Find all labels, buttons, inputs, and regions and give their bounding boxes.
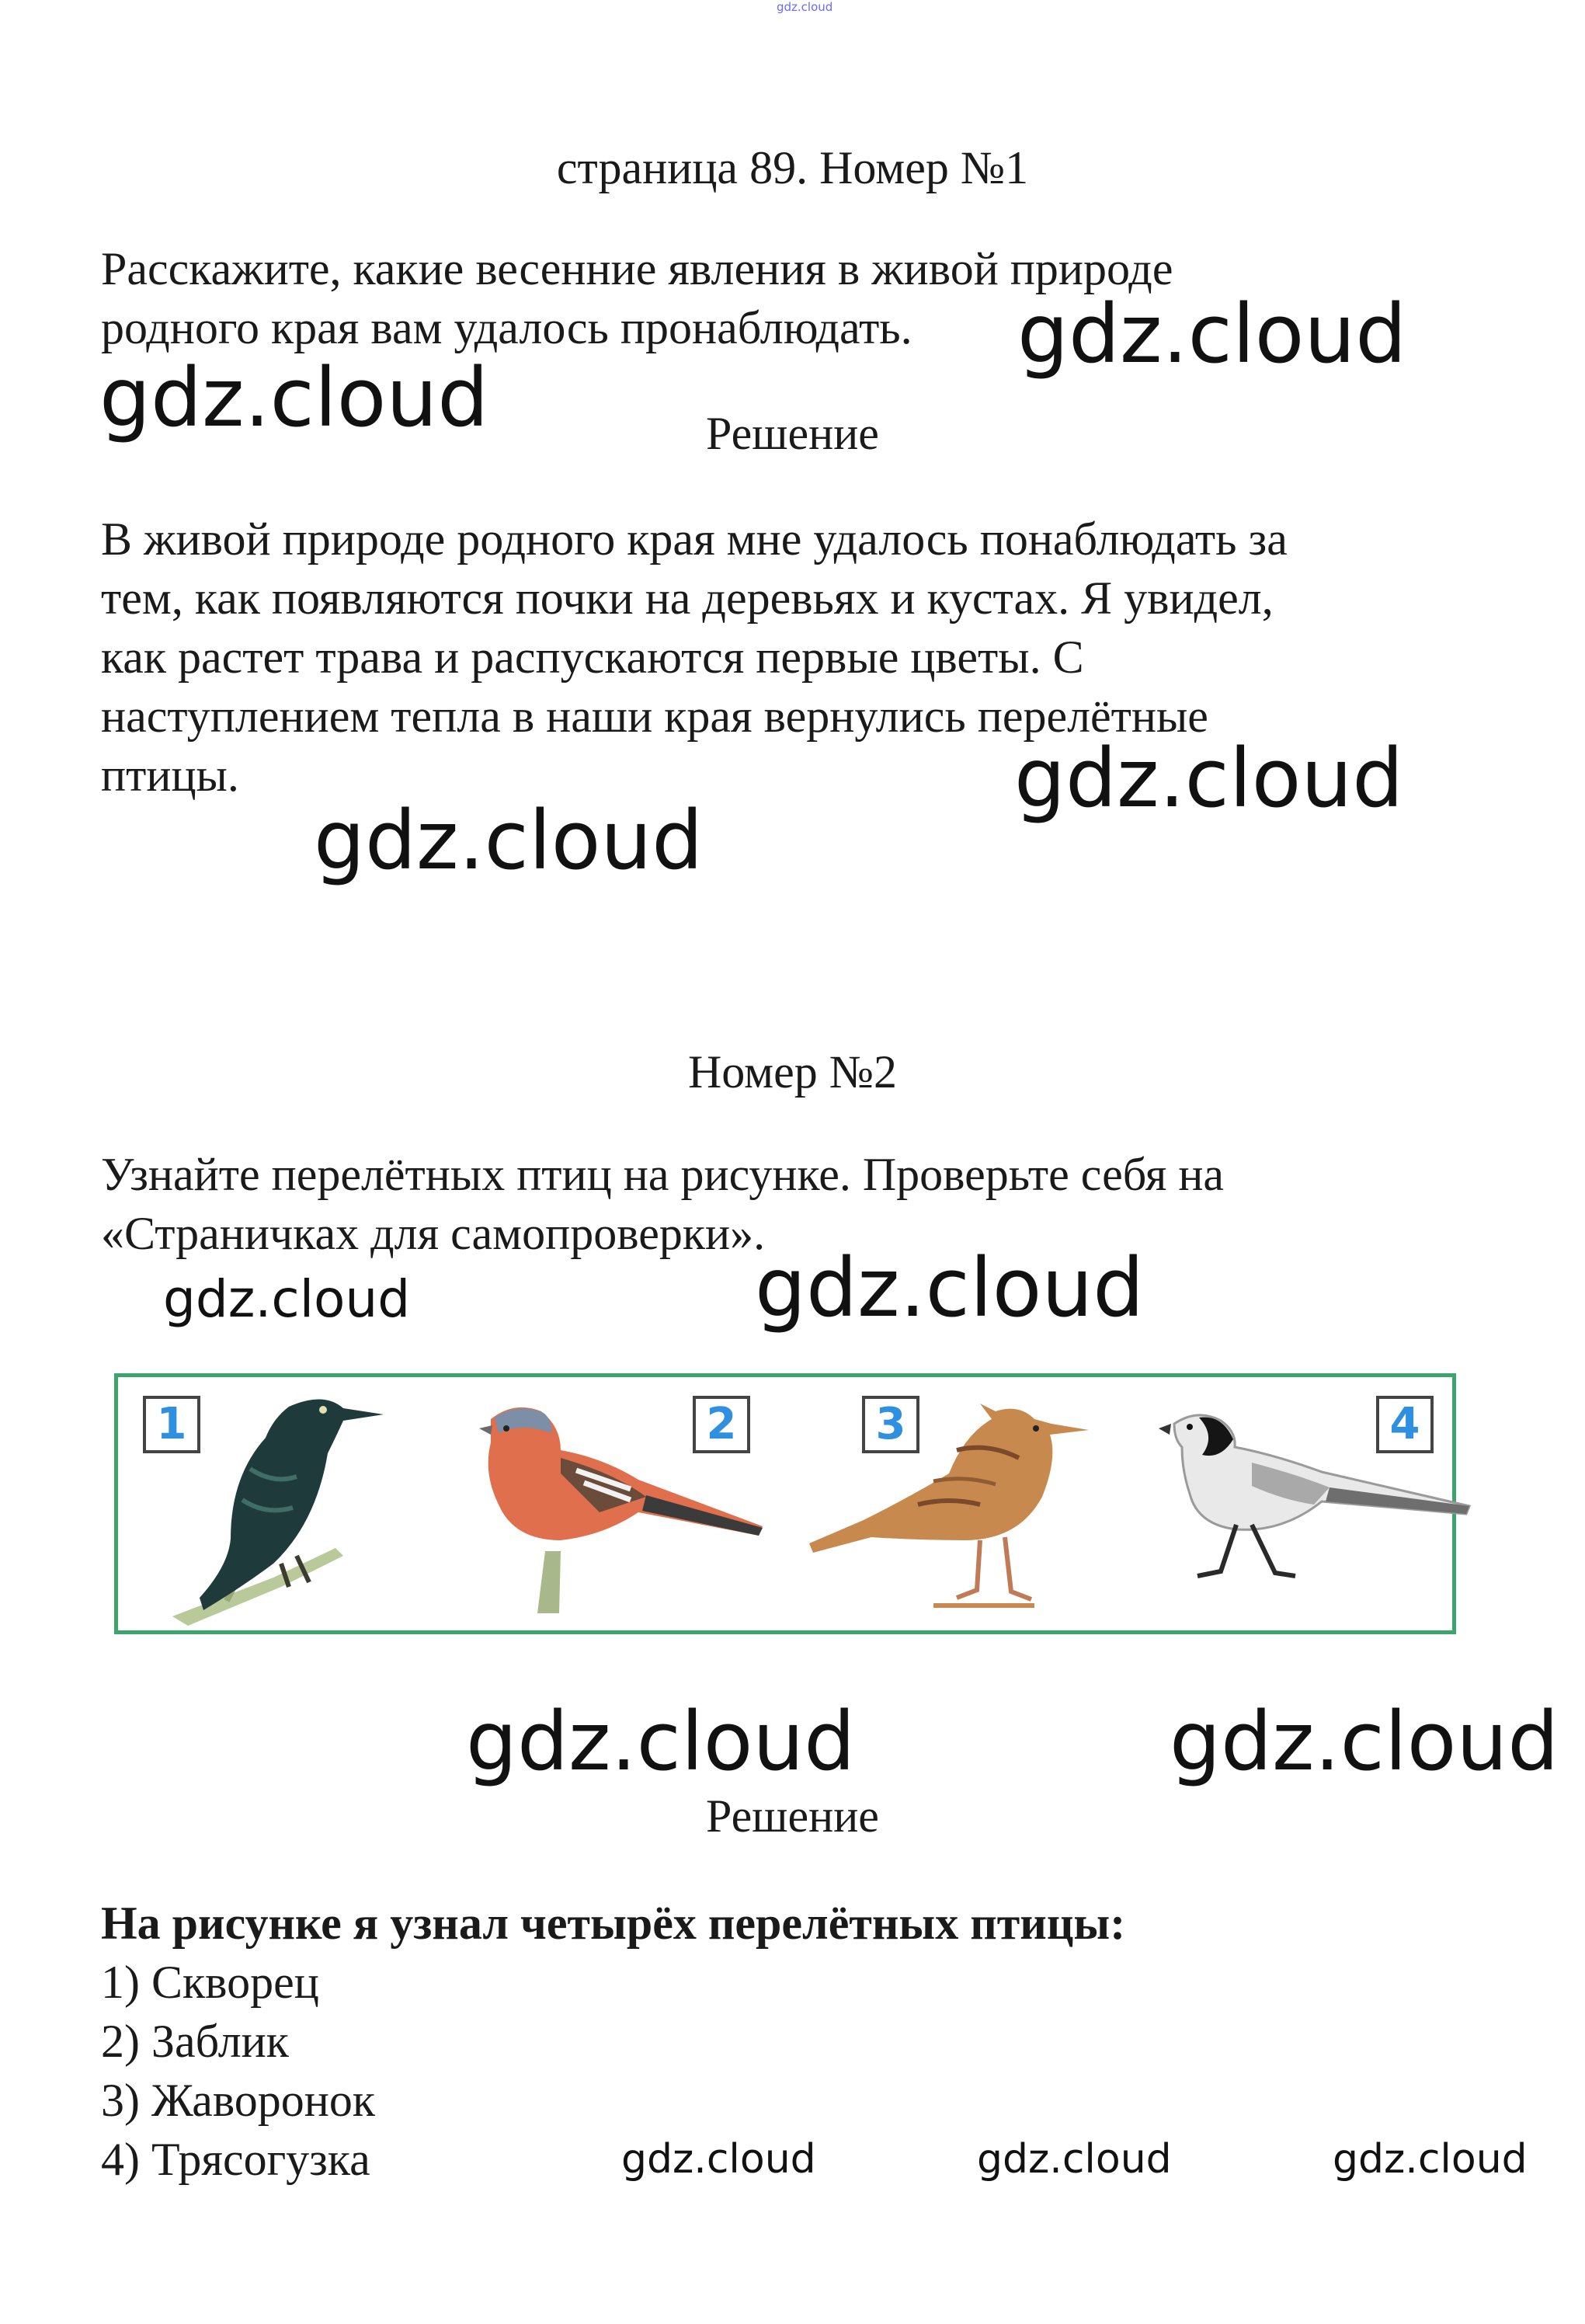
task2-question-line-1: Узнайте перелётных птиц на рисунке. Проверьте себя на: [101, 1149, 1225, 1200]
bird-label-4: 4: [1376, 1396, 1434, 1453]
task2-answer-intro: На рисунке я узнал четырёх перелётных птицы:: [101, 1898, 1126, 1949]
watermark: gdz.cloud: [466, 1694, 856, 1789]
watermark: gdz.cloud: [1333, 2136, 1528, 2183]
top-watermark: gdz.cloud: [777, 0, 833, 14]
task1-solution-label: Решение: [706, 408, 879, 459]
task1-answer-line-2: тем, как появляются почки на деревьях и кустах. Я увидел,: [101, 572, 1274, 624]
birds-figure: [114, 1373, 1456, 1634]
watermark: gdz.cloud: [163, 1269, 411, 1329]
task1-answer-line-3: как растет трава и распускаются первые цветы. С: [101, 631, 1084, 683]
task1-heading: страница 89. Номер №1: [556, 142, 1029, 193]
bird-label-1: 1: [143, 1396, 200, 1453]
bird-label-3: 3: [862, 1396, 919, 1453]
watermark: gdz.cloud: [1170, 1694, 1559, 1789]
watermark: gdz.cloud: [99, 350, 489, 445]
task2-heading: Номер №2: [687, 1046, 898, 1098]
wagtail-icon: [1135, 1400, 1477, 1618]
task1-answer-line-5: птицы.: [101, 750, 239, 801]
starling-icon: [157, 1383, 413, 1632]
task2-answer-item-2: 2) Заблик: [101, 2016, 289, 2067]
task1-question-line-2: родного края вам удалось пронаблюдать.: [101, 302, 912, 353]
task1-question-line-1: Расскажите, какие весенние явления в живой природе: [101, 243, 1173, 294]
task2-question-line-2: «Страничках для самопроверки».: [101, 1208, 766, 1259]
task2-solution-label: Решение: [706, 1790, 879, 1842]
task2-answer-item-4: 4) Трясогузка: [101, 2134, 370, 2185]
task2-answer-item-3: 3) Жаворонок: [101, 2075, 376, 2126]
watermark: gdz.cloud: [977, 2136, 1172, 2183]
task1-answer-line-4: наступлением тепла в наши края вернулись перелётные: [101, 691, 1208, 742]
bird-label-2: 2: [693, 1396, 750, 1453]
chaffinch-icon: [444, 1396, 770, 1621]
skylark-icon: [801, 1388, 1128, 1621]
watermark: gdz.cloud: [314, 793, 704, 888]
task1-answer-line-1: В живой природе родного края мне удалось понаблюдать за: [101, 513, 1288, 565]
watermark: gdz.cloud: [621, 2136, 816, 2183]
task2-answer-item-1: 1) Скворец: [101, 1957, 319, 2008]
watermark: gdz.cloud: [755, 1240, 1145, 1335]
watermark: gdz.cloud: [1017, 287, 1407, 381]
watermark: gdz.cloud: [1014, 731, 1404, 826]
